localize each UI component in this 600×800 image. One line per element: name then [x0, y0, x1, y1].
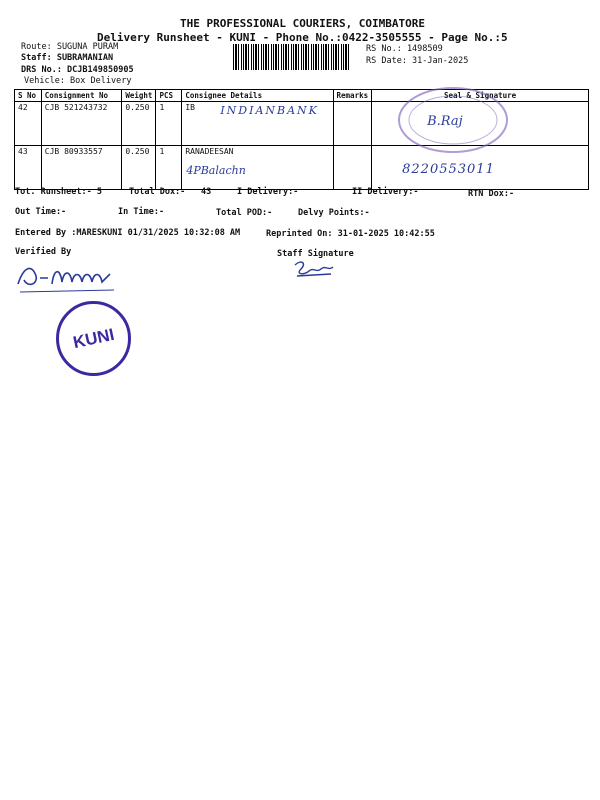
total-dox-label: Total Dox:-	[129, 187, 186, 197]
handwritten-consignee: INDIANBANK	[220, 104, 319, 117]
col-sno: S No	[15, 90, 42, 102]
runsheet-header: Delivery Runsheet - KUNI - Phone No.:0422-3505555 - Page No.:5	[97, 31, 508, 44]
i-delivery: I Delivery:-	[237, 187, 299, 197]
total-dox-value: 43	[201, 187, 212, 197]
rs-date: RS Date: 31-Jan-2025	[366, 56, 469, 66]
handwritten-consignee: 4PBalachn	[186, 164, 246, 177]
cell-consignment: CJB 521243732	[41, 102, 122, 146]
cell-consignment: CJB 80933557	[41, 146, 122, 190]
col-pcs: PCS	[156, 90, 182, 102]
company-title: THE PROFESSIONAL COURIERS, COIMBATORE	[180, 17, 426, 30]
seal-stamp-top	[393, 85, 513, 155]
reprinted-on: Reprinted On: 31-01-2025 10:42:55	[266, 229, 435, 239]
barcode	[233, 44, 351, 70]
out-time: Out Time:-	[15, 207, 67, 217]
cell-remarks	[333, 146, 372, 190]
seal-handwriting: B.Raj	[427, 114, 463, 129]
vehicle-label: Vehicle: Box Delivery	[24, 76, 132, 86]
col-consignment: Consignment No	[41, 90, 122, 102]
col-seal: Seal & Signature	[372, 90, 589, 102]
cell-consignee	[182, 146, 333, 190]
tot-runsheet: Tot. Runsheet:- 5	[15, 187, 102, 197]
cell-remarks	[333, 102, 372, 146]
consignee-name: IB	[185, 103, 195, 112]
delvy-points: Delvy Points:-	[298, 208, 370, 218]
cell-weight: 0.250	[122, 102, 156, 146]
route-label: Route: SUGUNA PURAM	[21, 42, 119, 52]
total-pod: Total POD:-	[216, 208, 273, 218]
drs-number: DRS No.: DCJB149850905	[21, 65, 134, 75]
staff-label: Staff: SUBRAMANIAN	[21, 53, 114, 63]
cell-pcs: 1	[156, 102, 182, 146]
staff-signature	[291, 259, 337, 279]
cell-pcs: 1	[156, 146, 182, 190]
in-time: In Time:-	[118, 207, 165, 217]
cell-consignee	[182, 102, 333, 146]
entered-by: Entered By :MARESKUNI 01/31/2025 10:32:08 AM	[15, 228, 241, 238]
verified-signature	[14, 258, 119, 294]
col-remarks: Remarks	[333, 90, 372, 102]
cell-sno: 42	[15, 102, 42, 146]
seal-handwriting: 8220553011	[402, 162, 495, 177]
ii-delivery: II Delivery:-	[352, 187, 419, 197]
staff-signature-label: Staff Signature	[277, 249, 354, 259]
col-weight: Weight	[122, 90, 156, 102]
kuni-stamp	[56, 301, 131, 376]
rtn-dox: RTN Dox:-	[468, 189, 515, 199]
consignee-name: RANADEESAN	[185, 147, 234, 156]
cell-sno: 43	[15, 146, 42, 190]
verified-by: Verified By	[15, 247, 72, 257]
col-consignee: Consignee Details	[182, 90, 333, 102]
cell-weight: 0.250	[122, 146, 156, 190]
rs-number: RS No.: 1498509	[366, 44, 443, 54]
stamp-text: KUNI	[71, 324, 116, 352]
